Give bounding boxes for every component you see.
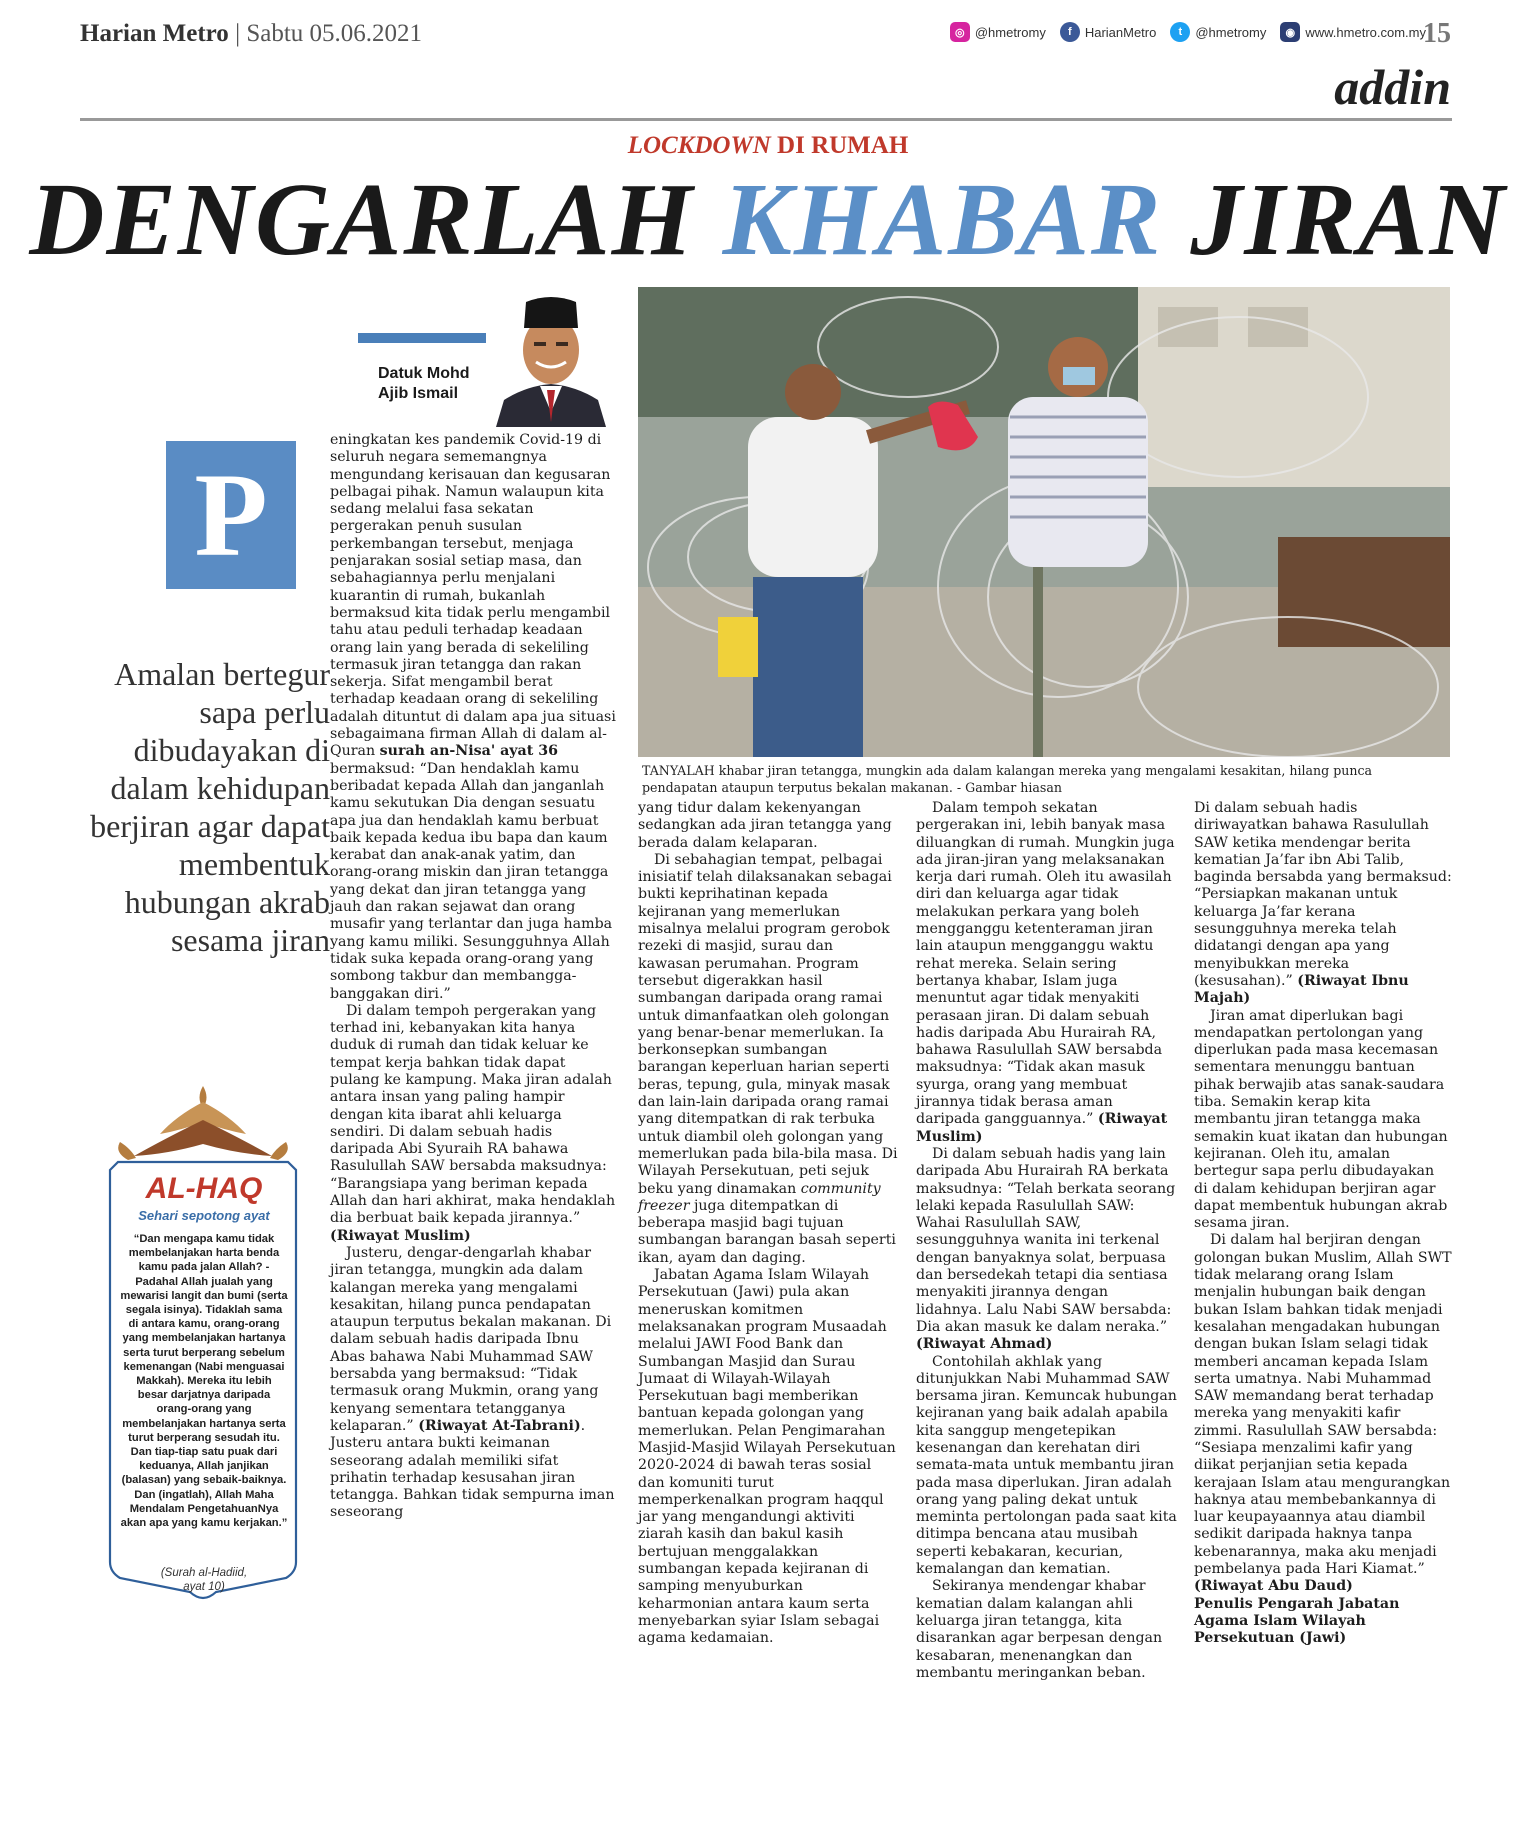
social-instagram[interactable]: ◎ @hmetromy <box>950 22 1046 42</box>
drop-cap: P <box>166 441 296 589</box>
author-signature: Penulis Pengarah Jabatan Agama Islam Wilayah Persekutuan (Jawi) <box>1194 1595 1400 1647</box>
article-column-4 <box>1194 800 1452 1648</box>
pull-quote: Amalan bertegur sapa perlu dibudayakan di dalam kehidupan berjiran agar dapat membentuk hubungan akrab sesama jiran <box>90 656 330 958</box>
article-column-1 <box>330 432 618 1522</box>
paragraph: Justeru, dengar-dengarlah khabar jiran tetangga, mungkin ada dalam kalangan mereka yang mengalami kesakitan, hilang punca pendapatan ataupun terputus bekalan makanan. Di dalam sebuah hadis daripada Ibnu Abas bahawa Nabi Muhammad SAW bersabda yang bermaksud: “Tidak termasuk orang Mukmin, orang yang kenyang sementara tetangganya kelaparan.” (Riwayat At-Tabrani). Justeru antara bukti keimanan seseorang adalah memiliki sifat prihatin terhadap kesusahan jiran tetangga. Bahkan tidak sempurna iman seseorang <box>330 1244 615 1521</box>
paragraph: yang tidur dalam kekenyangan sedangkan ada jiran tetangga yang berada dalam kelaparan. <box>638 800 892 851</box>
paragraph: Di dalam sebuah hadis diriwayatkan bahawa Rasulullah SAW ketika mendengar berita kematian Ja’far ibn Abi Talib, baginda bersabda yang bermaksud: “Persiapkan makanan untuk keluarga Ja’far kerana sesungguhnya mereka telah didatangi dengan apa yang menyibukkan mereka (kesusahan).” (Riwayat Ibnu Majah) <box>1194 800 1452 1007</box>
paragraph: Jabatan Agama Islam Wilayah Persekutuan (Jawi) pula akan meneruskan komitmen melaksanakan program Musaadah melalui JAWI Food Bank dan Sumbangan Masjid dan Surau Jumaat di Wilayah-Wilayah Persekutuan bagi memberikan bantuan kepada golongan yang memerlukan. Pelan Pengimarahan Masjid-Masjid Wilayah Persekutuan 2020-2024 di bawah teras sosial dan komuniti turut memperkenalkan program haqqul jar yang mengandungi aktiviti ziarah kasih dan bakul kasih bertujuan menggalakkan sumbangan kepada kejiranan di samping menyuburkan keharmonian antara kaum serta menyebarkan syiar Islam sebagai agama kedamaian. <box>638 1267 896 1647</box>
issue-date: Sabtu 05.06.2021 <box>246 20 423 47</box>
paragraph: Sekiranya mendengar khabar kematian dalam kalangan ahli keluarga jiran tetangga, kita disarankan agar berpesan dengan kesabaran, menenangkan dan membantu meringankan beban. <box>916 1578 1163 1681</box>
article-column-2 <box>638 800 900 1648</box>
twitter-icon: t <box>1170 22 1190 42</box>
headline: DENGARLAH KHABAR JIRAN <box>29 162 1507 277</box>
paragraph: Di sebahagian tempat, pelbagai inisiatif telah dilaksanakan sebagai bukti keprihatinan kepada kejiranan yang memerlukan misalnya melalui program gerobok rezeki di masjid, surau dan kawasan perumahan. Program tersebut digerakkan hasil sumbangan daripada orang ramai untuk dimanfaatkan oleh golongan yang benar-benar memerlukan. Ia berkonsepkan sumbangan barangan keperluan harian seperti beras, tepung, gula, minyak masak dan lain-lain daripada orang ramai yang ditempatkan di rak terbuka untuk diambil oleh golongan yang memerlukan pada bila-bila masa. Di Wilayah Persekutuan, peti sejuk beku yang dinamakan community freezer juga ditempatkan di beberapa masjid bagi tujuan sumbangan barangan basah seperti ikan, ayam dan daging. <box>638 851 898 1266</box>
instagram-icon: ◎ <box>950 22 970 42</box>
photo-caption: TANYALAH khabar jiran tetangga, mungkin ada dalam kalangan mereka yang mengalami kesakitan, hilang punca pendapatan ataupun terputus bekalan makanan. - Gambar hiasan <box>642 763 1373 795</box>
social-facebook[interactable]: f HarianMetro <box>1060 22 1157 42</box>
header-rule <box>80 118 1452 121</box>
kicker: LOCKDOWN DI RUMAH <box>627 132 909 159</box>
al-haq-title: AL-HAQ <box>145 1172 263 1205</box>
al-haq-quote: “Dan mengapa kamu tidak membelanjakan harta benda kamu pada jalan Allah? - Padahal Allah jualah yang mewarisi langit dan bumi (serta segala isinya). Tidaklah sama di antara kamu, orang-orang yang membelanjakan hartanya serta turut berperang sebelum kemenangan (Nabi menguasai Makkah). Mereka itu lebih besar darjatnya daripada orang-orang yang membelanjakan hartanya serta turut berperang sesudah itu. Dan tiap-tiap satu puak dari keduanya, Allah janjikan (balasan) yang sebaik-baiknya. Dan (ingatlah), Allah Maha Mendalam PengetahuanNya akan apa yang kamu kerjakan.” <box>120 1233 288 1530</box>
author-portrait <box>486 282 616 427</box>
al-haq-citation: (Surah al-Hadiid, ayat 10) <box>160 1567 248 1593</box>
masthead: Harian Metro | Sabtu 05.06.2021 <box>80 20 423 47</box>
paragraph: Di dalam tempoh pergerakan yang terhad ini, kebanyakan kita hanya duduk di rumah dan tidak keluar ke tempat kerja bahkan tidak dapat pulang ke kampung. Maka jiran adalah antara insan yang paling hampir dengan kita ibarat ahli keluarga sendiri. Di dalam sebuah hadis daripada Abi Syuraih RA bahawa Rasulullah SAW bersabda maksudnya: “Barangsiapa yang beriman kepada Allah dan hari akhirat, maka hendaklah dia berbuat baik kepada jirannya.” (Riwayat Muslim) <box>330 1002 616 1244</box>
paragraph: Jiran amat diperlukan bagi mendapatkan pertolongan yang diperlukan pada masa kecemasan sementara menunggu bantuan pihak berwajib atas sanak-saudara tiba. Semakin kerap kita membantu jiran tetangga maka semakin kuat ikatan dan hubungan kejiranan. Oleh itu, amalan bertegur sapa perlu dibudayakan di dalam kehidupan berjiran agar dapat membentuk hubungan akrab sesama jiran. <box>1194 1007 1448 1232</box>
section-title: addin <box>1334 59 1451 115</box>
paragraph: Di dalam hal berjiran dengan golongan bukan Muslim, Allah SWT tidak melarang orang Islam menjalin hubungan baik dengan bukan Islam bahkan tidak menjadi kesalahan mengadakan hubungan dengan bukan Islam selagi tidak memberi ancaman kepada Islam serta umatnya. Nabi Muhammad SAW memandang berat terhadap mereka yang menyakiti kafir zimmi. Rasulullah SAW bersabda: “Sesiapa menzalimi kafir yang diikat perjanjian setia kepada kerajaan Islam atau mengurangkan haknya atau membebankannya di luar keupayaannya atau diambil sedikit daripada haknya tanpa kebenarannya, maka aku menjadi pembelanya pada Hari Kiamat.” (Riwayat Abu Daud) <box>1194 1232 1452 1595</box>
page-number: 15 <box>1423 18 1451 49</box>
social-bar <box>950 22 1426 42</box>
al-haq-subtitle: Sehari sepotong ayat <box>138 1208 270 1223</box>
facebook-icon: f <box>1060 22 1080 42</box>
news-photo <box>638 287 1450 757</box>
paragraph: Di dalam sebuah hadis yang lain daripada Abu Hurairah RA berkata maksudnya: “Telah berkata seorang lelaki kepada Rasulullah SAW: Wahai Rasulullah SAW, sesungguhnya wanita ini terkenal dengan banyaknya solat, berpuasa dan bersedekah tetapi dia sentiasa menyakiti jirannya dengan lidahnya. Lalu Nabi SAW bersabda: Dia akan masuk ke dalam neraka.” (Riwayat Ahmad) <box>916 1145 1176 1353</box>
paragraph: Dalam tempoh sekatan pergerakan ini, lebih banyak masa diluangkan di rumah. Mungkin juga ada jiran-jiran yang melaksanakan kerja dari rumah. Oleh itu awasilah diri dan keluarga agar tidak melakukan perkara yang boleh mengganggu ketenteraman jiran lain ataupun mengganggu waktu rehat mereka. Selain sering bertanya khabar, Islam juga menuntut agar tidak menyakiti perasaan jiran. Di dalam sebuah hadis daripada Abu Hurairah RA, bahawa Rasulullah SAW bersabda maksudnya: “Tidak akan masuk syurga, orang yang membuat jirannya tidak berasa aman daripada gangguannya.” (Riwayat Muslim) <box>916 800 1175 1145</box>
social-website[interactable]: ◉ www.hmetro.com.my <box>1280 22 1426 42</box>
paragraph: eningkatan kes pandemik Covid-19 di seluruh negara sememangnya mengundang kerisauan dan kegusaran pelbagai pihak. Namun walaupun kita sedang melalui fasa sekatan pergerakan penuh susulan perkembangan tersebut, menjaga penjarakan sosial setiap masa, dan sebahagiannya perlu menjalani kuarantin di rumah, bukanlah bermaksud kita tidak perlu mengambil tahu atau peduli terhadap keadaan orang lain yang berada di sekeliling termasuk jiran tetangga dan rakan sekerja. Sifat mengambil berat terhadap keadaan orang di sekeliling adalah dituntut di dalam apa jua situasi sebagaimana firman Allah di dalam al-Quran surah an-Nisa' ayat 36 bermaksud: “Dan hendaklah kamu beribadat kepada Allah dan janganlah kamu sekutukan Dia dengan sesuatu apa jua dan hendaklah kamu berbuat baik kepada kedua ibu bapa dan kaum kerabat dan anak-anak yatim, dan orang-orang miskin dan jiran tetangga yang dekat dan jiran tetangga yang jauh dan rakan sejawat dan orang musafir yang terlantar dan juga hamba yang kamu miliki. Sesungguhnya Allah tidak suka kepada orang-orang yang sombong takbur dan membangga-banggakan diri.” <box>330 432 616 1002</box>
social-twitter[interactable]: t @hmetromy <box>1170 22 1266 42</box>
web-icon: ◉ <box>1280 22 1300 42</box>
article-column-3 <box>916 800 1178 1682</box>
paper-name: Harian Metro <box>80 20 229 47</box>
author-name: Datuk Mohd Ajib Ismail <box>378 365 470 402</box>
paragraph: Contohilah akhlak yang ditunjukkan Nabi Muhammad SAW bersama jiran. Kemuncak hubungan kejiranan yang baik adalah apabila kita sanggup mengetepikan kesenangan dan kerehatan diri semata-mata untuk membantu jiran pada masa diperlukan. Jiran adalah orang yang paling dekat untuk meminta pertolongan pada saat kita ditimpa bencana atau musibah seperti kebakaran, kecurian, kemalangan dan kematian. <box>916 1353 1177 1578</box>
